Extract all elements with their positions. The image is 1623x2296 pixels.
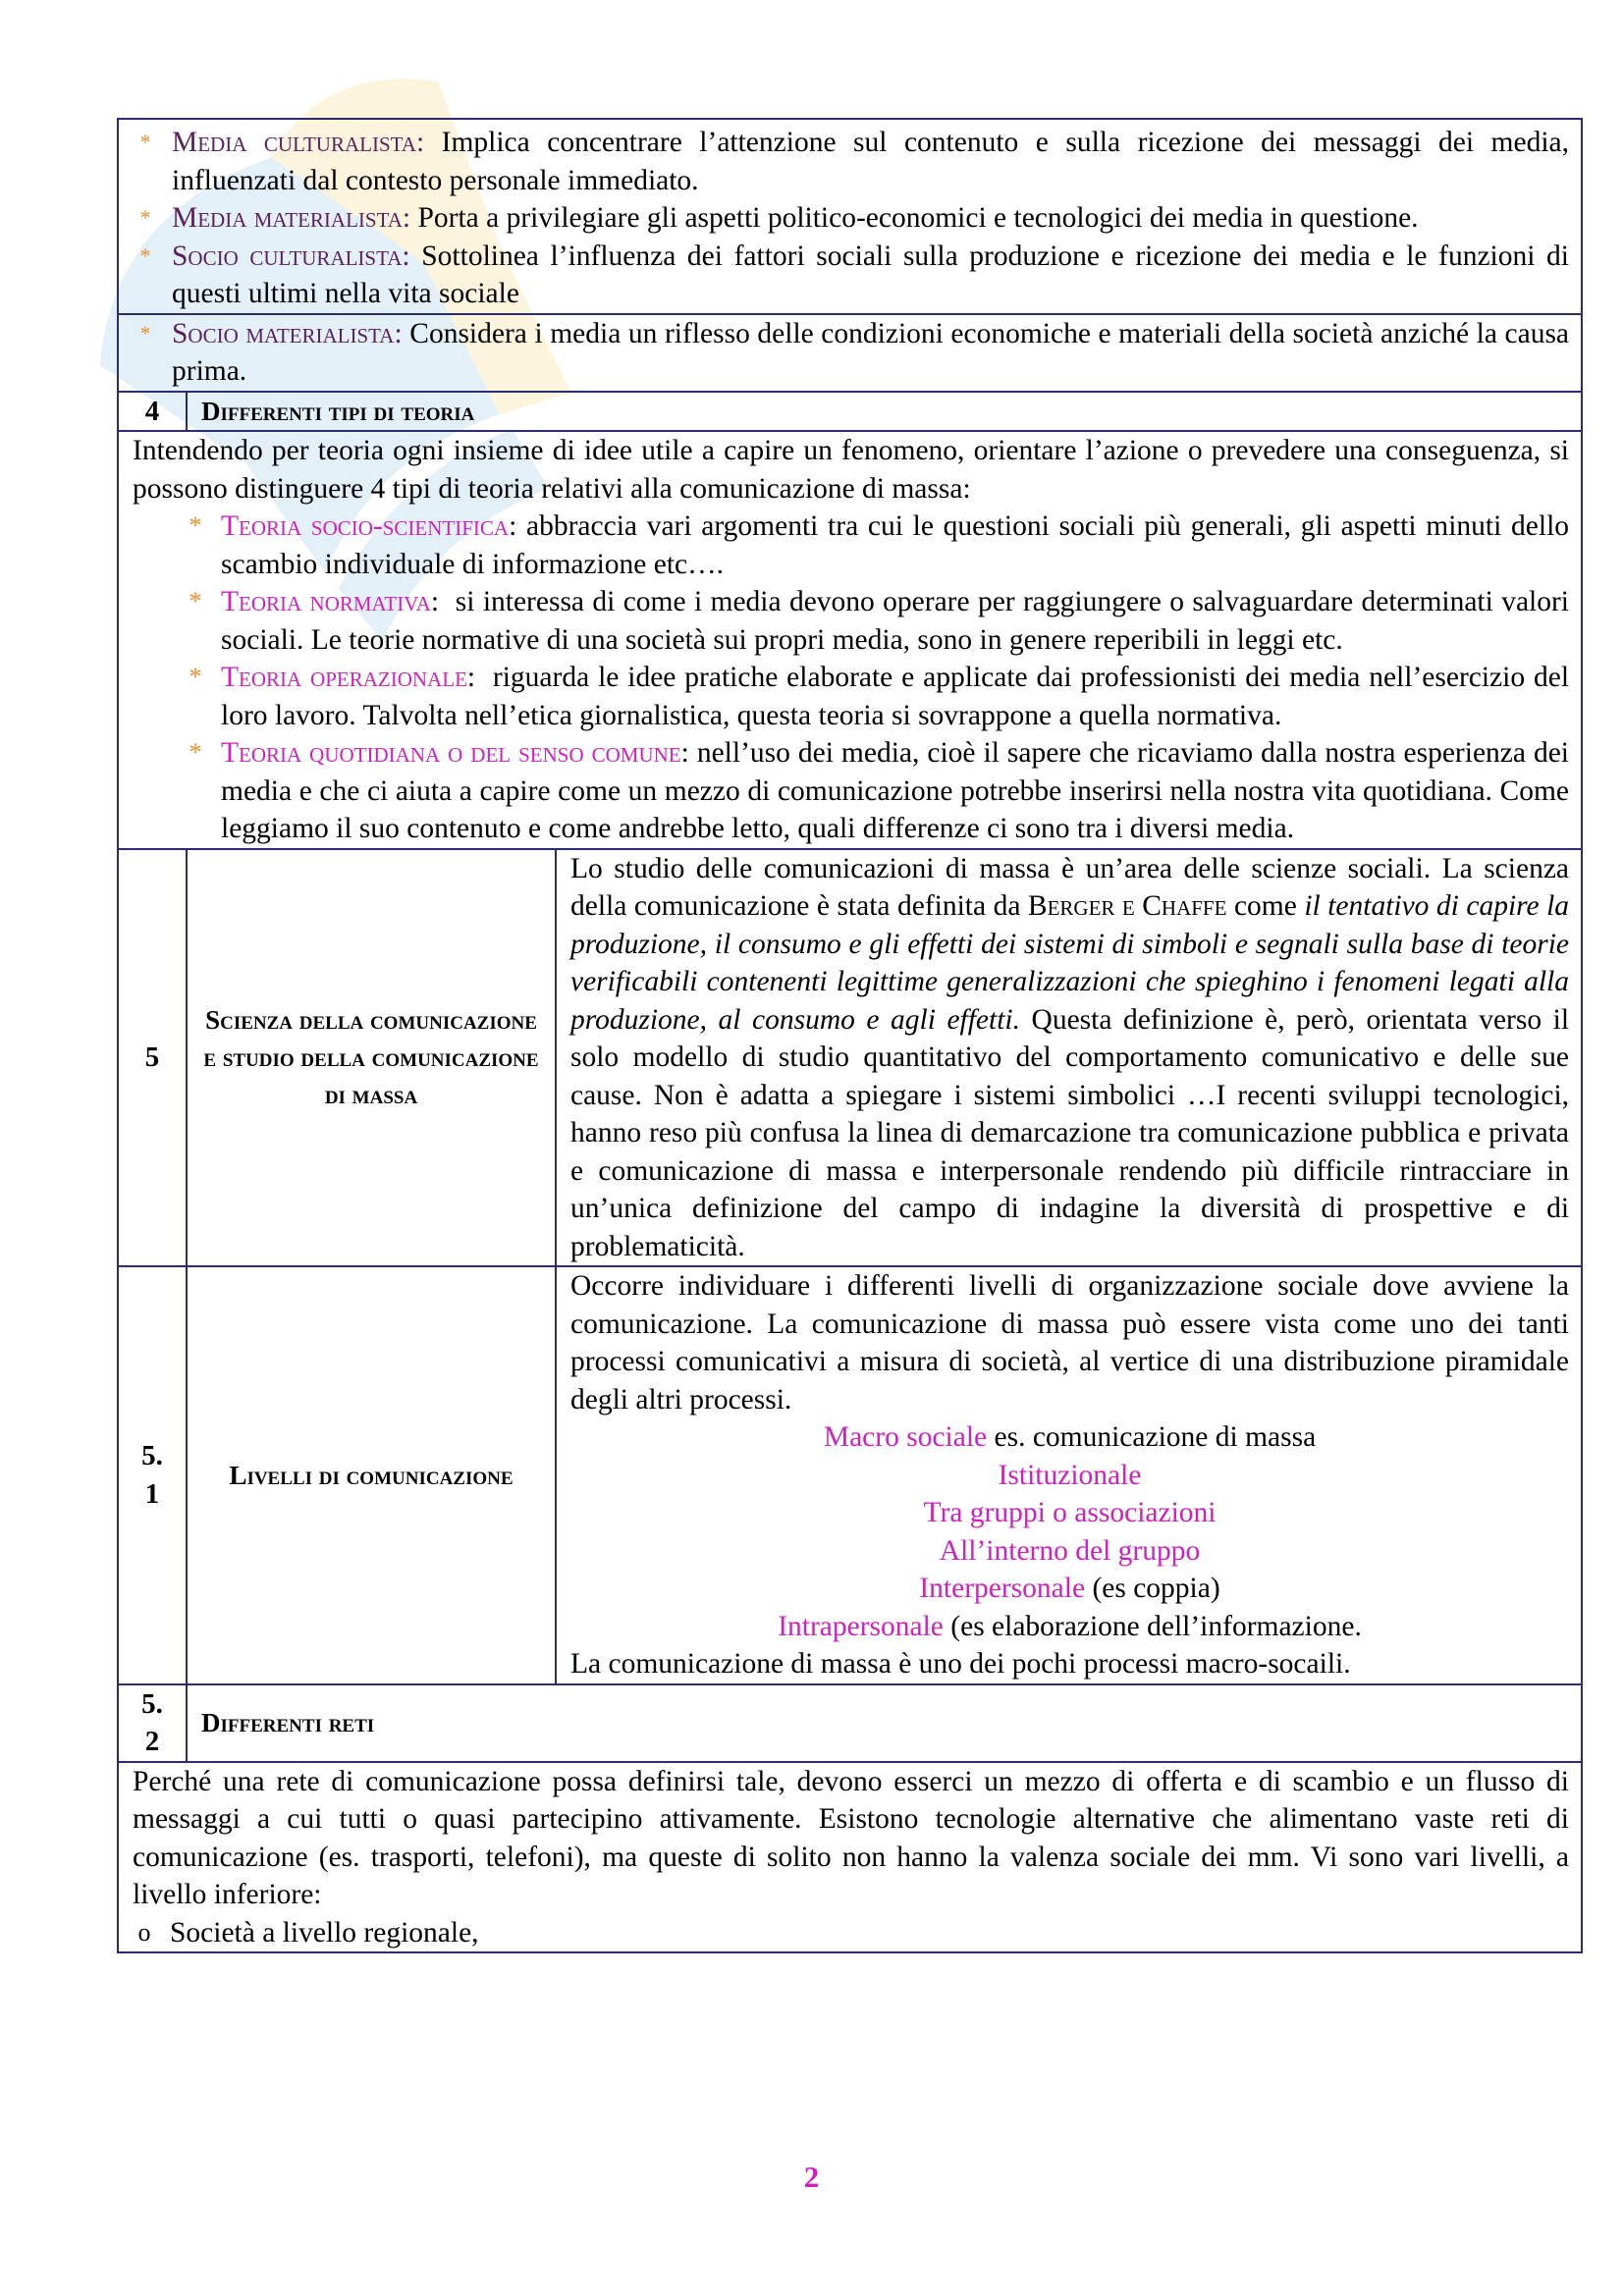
theory-term: Teoria operazionale bbox=[221, 662, 467, 693]
list-item: * Teoria operazionale: riguarda le idee pratiche elaborate e applicate dai professionisti dei media nell’esercizio del loro lavoro. Talvolta nell’etica giornalistica, questa teoria si sovrappone a quella normativa. bbox=[119, 659, 1581, 734]
definition-quote: il tentativo di capire la produzione, il consumo e gli effetti dei sistemi di simboli e segnali sulla base di teorie verificabili contenenti legittime generalizzazioni che spieghino i fenomeni legati alla produzione, al consumo e agli effetti. bbox=[570, 890, 1570, 1036]
section-intro: Intendendo per teoria ogni insieme di idee utile a capire un fenomeno, orientare l’azione o prevedere una conseguenza, si possono distinguere 4 tipi di teoria relativi alla comunicazione di massa: bbox=[133, 435, 1570, 505]
approach-term: Socio culturalista bbox=[172, 240, 403, 272]
asterisk-icon: * bbox=[139, 205, 151, 230]
content-table bbox=[117, 118, 1583, 1953]
level-item: Istituzionale bbox=[998, 1459, 1142, 1491]
level-item: Interpersonale (es coppia) bbox=[919, 1573, 1220, 1604]
authors: Berger e Chaffe bbox=[1027, 890, 1227, 922]
section-title: Differenti reti bbox=[187, 1684, 1582, 1762]
section-title: Differenti tipi di teoria bbox=[187, 392, 1582, 432]
asterisk-icon: * bbox=[189, 738, 202, 767]
list-item: * Media culturalista: Implica concentrare l’attenzione sul contenuto e sulla ricezione dei messaggi dei media, influenzati dal contesto personale immediato. bbox=[119, 124, 1581, 199]
theory-term: Teoria quotidiana o del senso comune bbox=[221, 737, 681, 769]
asterisk-icon: * bbox=[139, 320, 151, 346]
theory-text: si interessa di come i media devono operare per raggiungere o salvaguardare determinati valori sociali. Le teorie normative di una società sui propri media, sono in genere reperibili in leggi etc. bbox=[221, 586, 1570, 656]
approach-term: Socio materialista bbox=[172, 317, 395, 349]
section-5-2-body bbox=[118, 1762, 1582, 1953]
section-body bbox=[556, 1266, 1582, 1684]
theory-term: Teoria normativa bbox=[221, 586, 431, 617]
theory-text: riguarda le idee pratiche elaborate e applicate dai professionisti dei media nell’esercizio del loro lavoro. Talvolta nell’etica giornalistica, questa teoria si sovrappone a quella normativa. bbox=[221, 662, 1570, 731]
section-body: Lo studio delle comunicazioni di massa è un’area delle scienze sociali. La scienza della comunicazione è stata definita da Berger e Chaffe come il tentativo di capire la produzione, il consumo e gli effetti dei sistemi di simboli e segnali sulla base di teorie verificabili contenenti legittime generalizzazioni che spieghino i fenomeni legati alla produzione, al consumo e agli effetti. Questa definizione è, però, orientata verso il solo modello di studio quantitativo del comportamento comunicativo e delle sue cause. Non è adatta a spiegare i sistemi simbolici …I recenti sviluppi tecnologici, hanno reso più confusa la linea di demarcazione tra comunicazione pubblica e privata e comunicazione di massa e interpersonale rendendo più difficile rintracciare in un’unica definizione del campo di indagine la diversità di prospettive e di problematicità. bbox=[556, 849, 1582, 1267]
asterisk-icon: * bbox=[189, 511, 202, 540]
level-item: Macro sociale es. comunicazione di massa bbox=[823, 1421, 1317, 1453]
approaches-row-2 bbox=[118, 314, 1582, 392]
page-number: 2 bbox=[803, 2160, 820, 2194]
section-closing: La comunicazione di massa è uno dei pochi processi macro-socaili. bbox=[570, 1648, 1351, 1680]
section-title: Scienza della comunicazione e studio della comunicazione di massa bbox=[187, 849, 556, 1267]
approach-text: Considera i media un riflesso delle condizioni economiche e materiali della società anziché la causa prima. bbox=[172, 317, 1570, 387]
section-4-header bbox=[118, 392, 1582, 432]
asterisk-icon: * bbox=[189, 587, 202, 615]
approaches-row bbox=[118, 119, 1582, 314]
section-number: 5. 2 bbox=[118, 1684, 187, 1762]
asterisk-icon: * bbox=[139, 130, 151, 154]
section-4-body bbox=[118, 431, 1582, 849]
list-item: * Teoria quotidiana o del senso comune: nell’uso dei media, cioè il sapere che ricaviamo dalla nostra esperienza dei media e che ci aiuta a capire come un mezzo di comunicazione potrebbe inserirsi nella nostra vita quotidiana. Come leggiamo il suo contenuto e come andrebbe letto, quali differenze ci sono tra i diversi media. bbox=[119, 734, 1581, 848]
section-5-1-row bbox=[118, 1266, 1582, 1684]
level-item: Tra gruppi o associazioni bbox=[923, 1497, 1217, 1528]
theory-text: nell’uso dei media, cioè il sapere che ricaviamo dalla nostra esperienza dei media e che ci aiuta a capire come un mezzo di comunicazione potrebbe inserirsi nella nostra vita quotidiana. Come leggiamo il suo contenuto e come andrebbe letto, quali differenze ci sono tra i diversi media. bbox=[221, 737, 1570, 844]
approach-text: Porta a privilegiare gli aspetti politico-economici e tecnologici dei media in questione. bbox=[417, 202, 1419, 234]
list-item: * Socio culturalista: Sottolinea l’influenza dei fattori sociali sulla produzione e ricezione dei media e le funzioni di questi ultimi nella vita sociale bbox=[119, 238, 1581, 313]
list-item: * Media materialista: Porta a privilegiare gli aspetti politico-economici e tecnologici dei media in questione. bbox=[119, 199, 1581, 238]
section-title: Livelli di comunicazione bbox=[187, 1266, 556, 1684]
section-5-2-header bbox=[118, 1684, 1582, 1762]
approach-term: Media culturalista bbox=[172, 127, 416, 158]
list-item: * Teoria socio-scientifica: abbraccia vari argomenti tra cui le questioni sociali più generali, gli aspetti minuti dello scambio individuale di informazione etc…. bbox=[119, 507, 1581, 583]
level-item: All’interno del gruppo bbox=[939, 1534, 1201, 1567]
section-number: 5. 1 bbox=[118, 1266, 187, 1684]
approach-term: Media materialista bbox=[172, 202, 403, 234]
list-item: * Socio materialista: Considera i media un riflesso delle condizioni economiche e materiali della società anziché la causa prima. bbox=[119, 315, 1581, 391]
asterisk-icon: * bbox=[139, 242, 151, 268]
section-5-row bbox=[118, 849, 1582, 1267]
level-item: Intrapersonale (es elaborazione dell’informazione. bbox=[778, 1610, 1362, 1642]
approach-text: Sottolinea l’influenza dei fattori sociali sulla produzione e ricezione dei media e le funzioni di questi ultimi nella vita sociale bbox=[172, 240, 1570, 309]
approach-text: Implica concentrare l’attenzione sul contenuto e sulla ricezione dei messaggi dei media, influenzati dal contesto personale immediato. bbox=[172, 127, 1570, 196]
section-text: Perché una rete di comunicazione possa definirsi tale, devono esserci un mezzo di offerta e di scambio e un flusso di messaggi a cui tutti o quasi partecipino attivamente. Esistono tecnologie alternative che alimentano vaste reti di comunicazione (es. trasporti, telefoni), ma queste di solito non hanno la valenza sociale dei mm. Vi sono vari livelli, a livello inferiore: bbox=[133, 1765, 1570, 1910]
circle-bullet-icon: o bbox=[137, 1917, 151, 1947]
list-item: o Società a livello regionale, bbox=[119, 1914, 1581, 1952]
theory-term: Teoria socio-scientifica bbox=[221, 510, 510, 542]
section-intro: Occorre individuare i differenti livelli di organizzazione sociale dove avviene la comunicazione. La comunicazione di massa può essere vista come uno dei tanti processi comunicativi a misura di società, al vertice di una distribuzione piramidale degli altri processi. bbox=[570, 1270, 1570, 1415]
theory-text: abbraccia vari argomenti tra cui le questioni sociali più generali, gli aspetti minuti dello scambio individuale di informazione etc…. bbox=[221, 510, 1570, 580]
section-number: 5 bbox=[118, 849, 187, 1267]
list-item: * Teoria normativa: si interessa di come i media devono operare per raggiungere o salvaguardare determinati valori sociali. Le teorie normative di una società sui propri media, sono in genere reperibili in leggi etc. bbox=[119, 583, 1581, 659]
asterisk-icon: * bbox=[189, 663, 202, 691]
section-number: 4 bbox=[118, 392, 187, 432]
